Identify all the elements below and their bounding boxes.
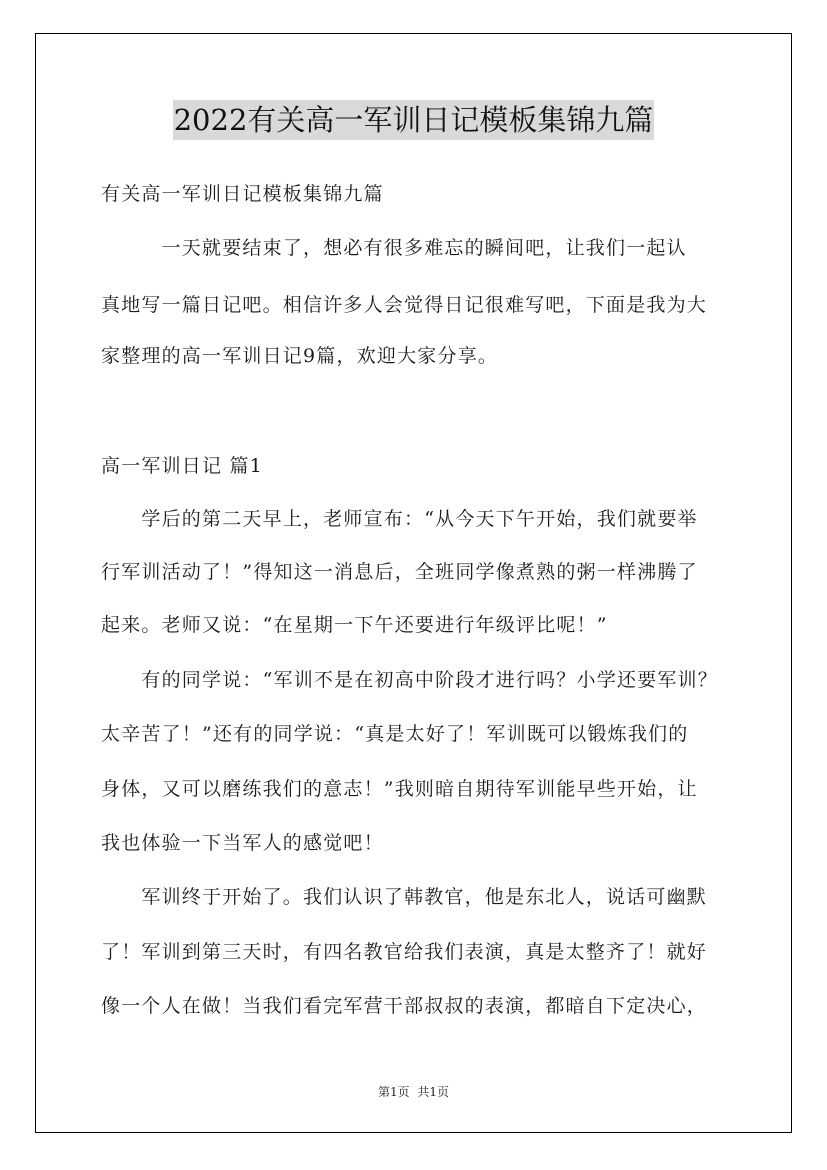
paragraph-line: 行军训活动了！”得知这一消息后，全班同学像煮熟的粥一样沸腾了 <box>101 561 698 583</box>
paragraph-line: 起来。老师又说：“在星期一下午还要进行年级评比呢！” <box>101 614 608 636</box>
page-number: 第1页 <box>377 1085 410 1099</box>
page-total: 共1页 <box>417 1085 450 1099</box>
page-footer <box>0 1084 827 1100</box>
paragraph-line: 太辛苦了！”还有的同学说：“真是太好了！军训既可以锻炼我们的 <box>101 723 689 745</box>
paragraph-line: 学后的第二天早上，老师宣布：“从今天下午开始，我们就要举 <box>101 508 698 530</box>
paragraph-line: 家整理的高一军训日记9篇，欢迎大家分享。 <box>101 345 499 367</box>
paragraph-line: 了！军训到第三天时，有四名教官给我们表演，真是太整齐了！就好 <box>101 941 708 963</box>
paragraph-line: 身体，又可以磨练我们的意志！”我则暗自期待军训能早些开始，让 <box>101 778 698 800</box>
paragraph-line: 真地写一篇日记吧。相信许多人会觉得日记很难写吧，下面是我为大 <box>101 294 708 316</box>
paragraph-line: 像一个人在做！当我们看完军营干部叔叔的表演，都暗自下定决心， <box>101 995 708 1017</box>
paragraph-line: 一天就要结束了，想必有很多难忘的瞬间吧，让我们一起认 <box>101 237 687 259</box>
paragraph-line: 有的同学说：“军训不是在初高中阶段才进行吗？小学还要军训？ <box>101 669 718 691</box>
paragraph-line: 军训终于开始了。我们认识了韩教官，他是东北人，说话可幽默 <box>101 886 708 908</box>
document-title: 2022有关高一军训日记模板集锦九篇 <box>173 100 655 140</box>
subtitle-line: 有关高一军训日记模板集锦九篇 <box>101 183 384 205</box>
title-container <box>0 100 827 140</box>
section-heading: 高一军训日记 篇1 <box>101 455 263 477</box>
paragraph-line: 我也体验一下当军人的感觉吧！ <box>101 832 384 854</box>
